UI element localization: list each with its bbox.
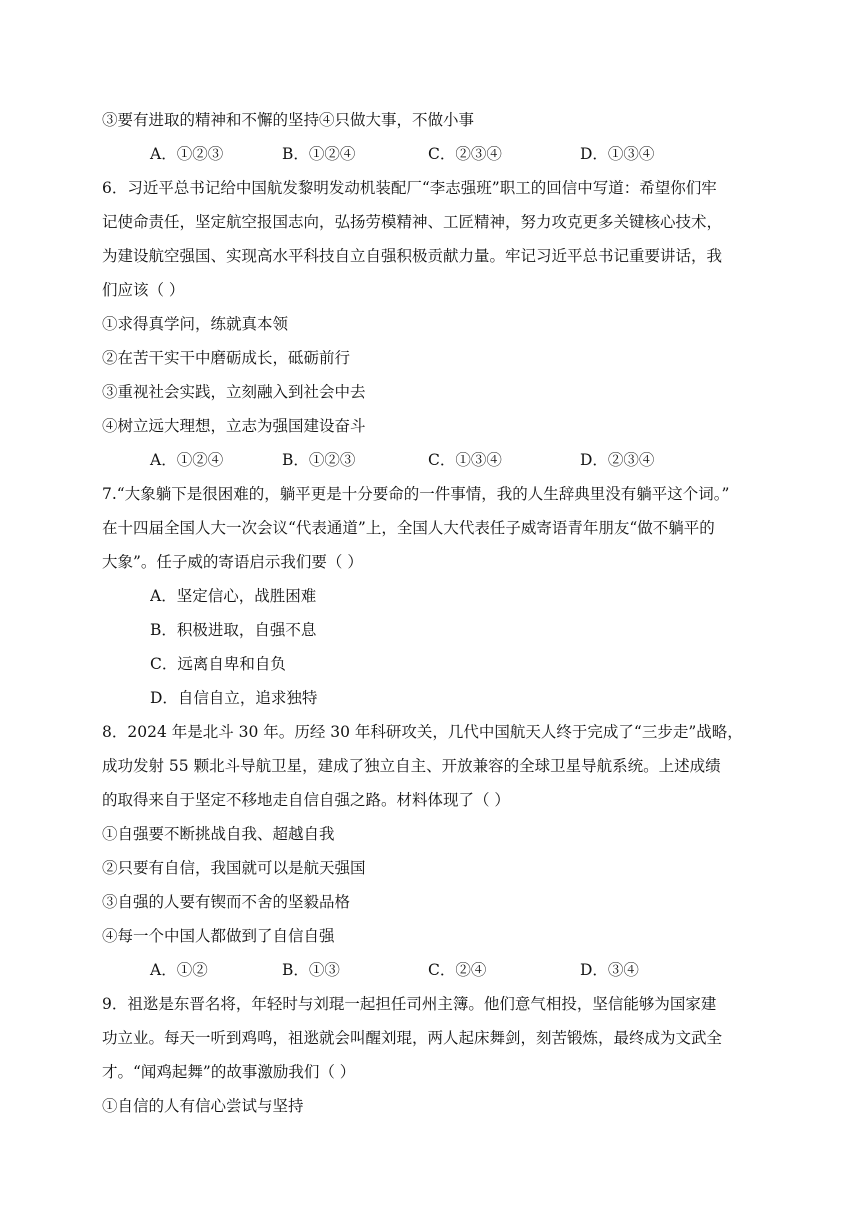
q6-statement-3: ③重视社会实践，立刻融入到社会中去 <box>102 383 366 401</box>
q8-stem-line-3: 的取得来自于坚定不移地走自信自强之路。材料体现了（ ） <box>102 791 510 809</box>
q7-option-a[interactable]: A．坚定信心，战胜困难 <box>150 587 317 605</box>
q6-stem-line-2: 记使命责任，坚定航空报国志向，弘扬劳模精神、工匠精神，努力攻克更多关键核心技术， <box>102 213 723 231</box>
q5-option-b[interactable]: B．①②④ <box>282 145 356 163</box>
q8-statement-1: ①自强要不断挑战自我、超越自我 <box>102 825 335 843</box>
q9-stem-line-1: 9．祖逖是东晋名将，年轻时与刘琨一起担任司州主簿。他们意气相投，坚信能够为国家建 <box>102 995 717 1013</box>
q6-option-b[interactable]: B．①②③ <box>282 451 356 469</box>
q8-options <box>150 959 750 981</box>
q7-option-d[interactable]: D．自信自立，追求独特 <box>150 689 318 707</box>
q5-option-a[interactable]: A．①②③ <box>150 145 224 163</box>
q8-option-c[interactable]: C．②④ <box>428 961 487 979</box>
q6-options <box>150 449 750 471</box>
q5-options <box>150 143 750 165</box>
q5-option-d[interactable]: D．①③④ <box>580 145 655 163</box>
q5-statement-3-4: ③要有进取的精神和不懈的坚持④只做大事，不做小事 <box>102 111 475 129</box>
q8-option-a[interactable]: A．①② <box>150 961 208 979</box>
q6-stem-line-4: 们应该（ ） <box>102 281 185 299</box>
q8-option-d[interactable]: D．③④ <box>580 961 639 979</box>
q9-statement-1: ①自信的人有信心尝试与坚持 <box>102 1097 304 1115</box>
q6-stem-line-3: 为建设航空强国、实现高水平科技自立自强积极贡献力量。牢记习近平总书记重要讲话，我 <box>102 247 723 265</box>
q7-stem-line-1: 7.“大象躺下是很困难的，躺平更是十分要命的一件事情，我的人生辞典里没有躺平这个词。” <box>102 485 730 503</box>
q8-stem-line-2: 成功发射 55 颗北斗导航卫星，建成了独立自主、开放兼容的全球卫星导航系统。上述成绩 <box>102 757 721 775</box>
q9-stem-line-2: 功立业。每天一听到鸡鸣，祖逖就会叫醒刘琨，两人起床舞剑，刻苦锻炼，最终成为文武全 <box>102 1029 723 1047</box>
q7-option-c[interactable]: C．远离自卑和自负 <box>150 655 286 673</box>
q8-stem-line-1: 8．2024 年是北斗 30 年。历经 30 年科研攻关，几代中国航天人终于完成了“三步走”战略， <box>102 723 743 741</box>
q8-option-b[interactable]: B．①③ <box>282 961 340 979</box>
q6-statement-4: ④树立远大理想，立志为强国建设奋斗 <box>102 417 366 435</box>
q7-option-b[interactable]: B．积极进取，自强不息 <box>150 621 317 639</box>
q6-statement-2: ②在苦干实干中磨砺成长，砥砺前行 <box>102 349 351 367</box>
q9-stem-line-3: 才。“闻鸡起舞”的故事激励我们（ ） <box>102 1063 356 1081</box>
q6-option-d[interactable]: D．②③④ <box>580 451 655 469</box>
q8-statement-4: ④每一个中国人都做到了自信自强 <box>102 927 335 945</box>
q7-stem-line-2: 在十四届全国人大一次会议“代表通道”上，全国人大代表任子威寄语青年朋友“做不躺平的 <box>102 519 715 537</box>
q5-option-c[interactable]: C．②③④ <box>428 145 502 163</box>
q6-statement-1: ①求得真学问，练就真本领 <box>102 315 289 333</box>
q7-stem-line-3: 大象”。任子威的寄语启示我们要（ ） <box>102 553 363 571</box>
q8-statement-2: ②只要有自信，我国就可以是航天强国 <box>102 859 366 877</box>
q6-stem-line-1: 6．习近平总书记给中国航发黎明发动机装配厂“李志强班”职工的回信中写道：希望你们牢 <box>102 179 717 197</box>
q8-statement-3: ③自强的人要有锲而不舍的坚毅品格 <box>102 893 351 911</box>
q6-option-c[interactable]: C．①③④ <box>428 451 502 469</box>
q6-option-a[interactable]: A．①②④ <box>150 451 224 469</box>
